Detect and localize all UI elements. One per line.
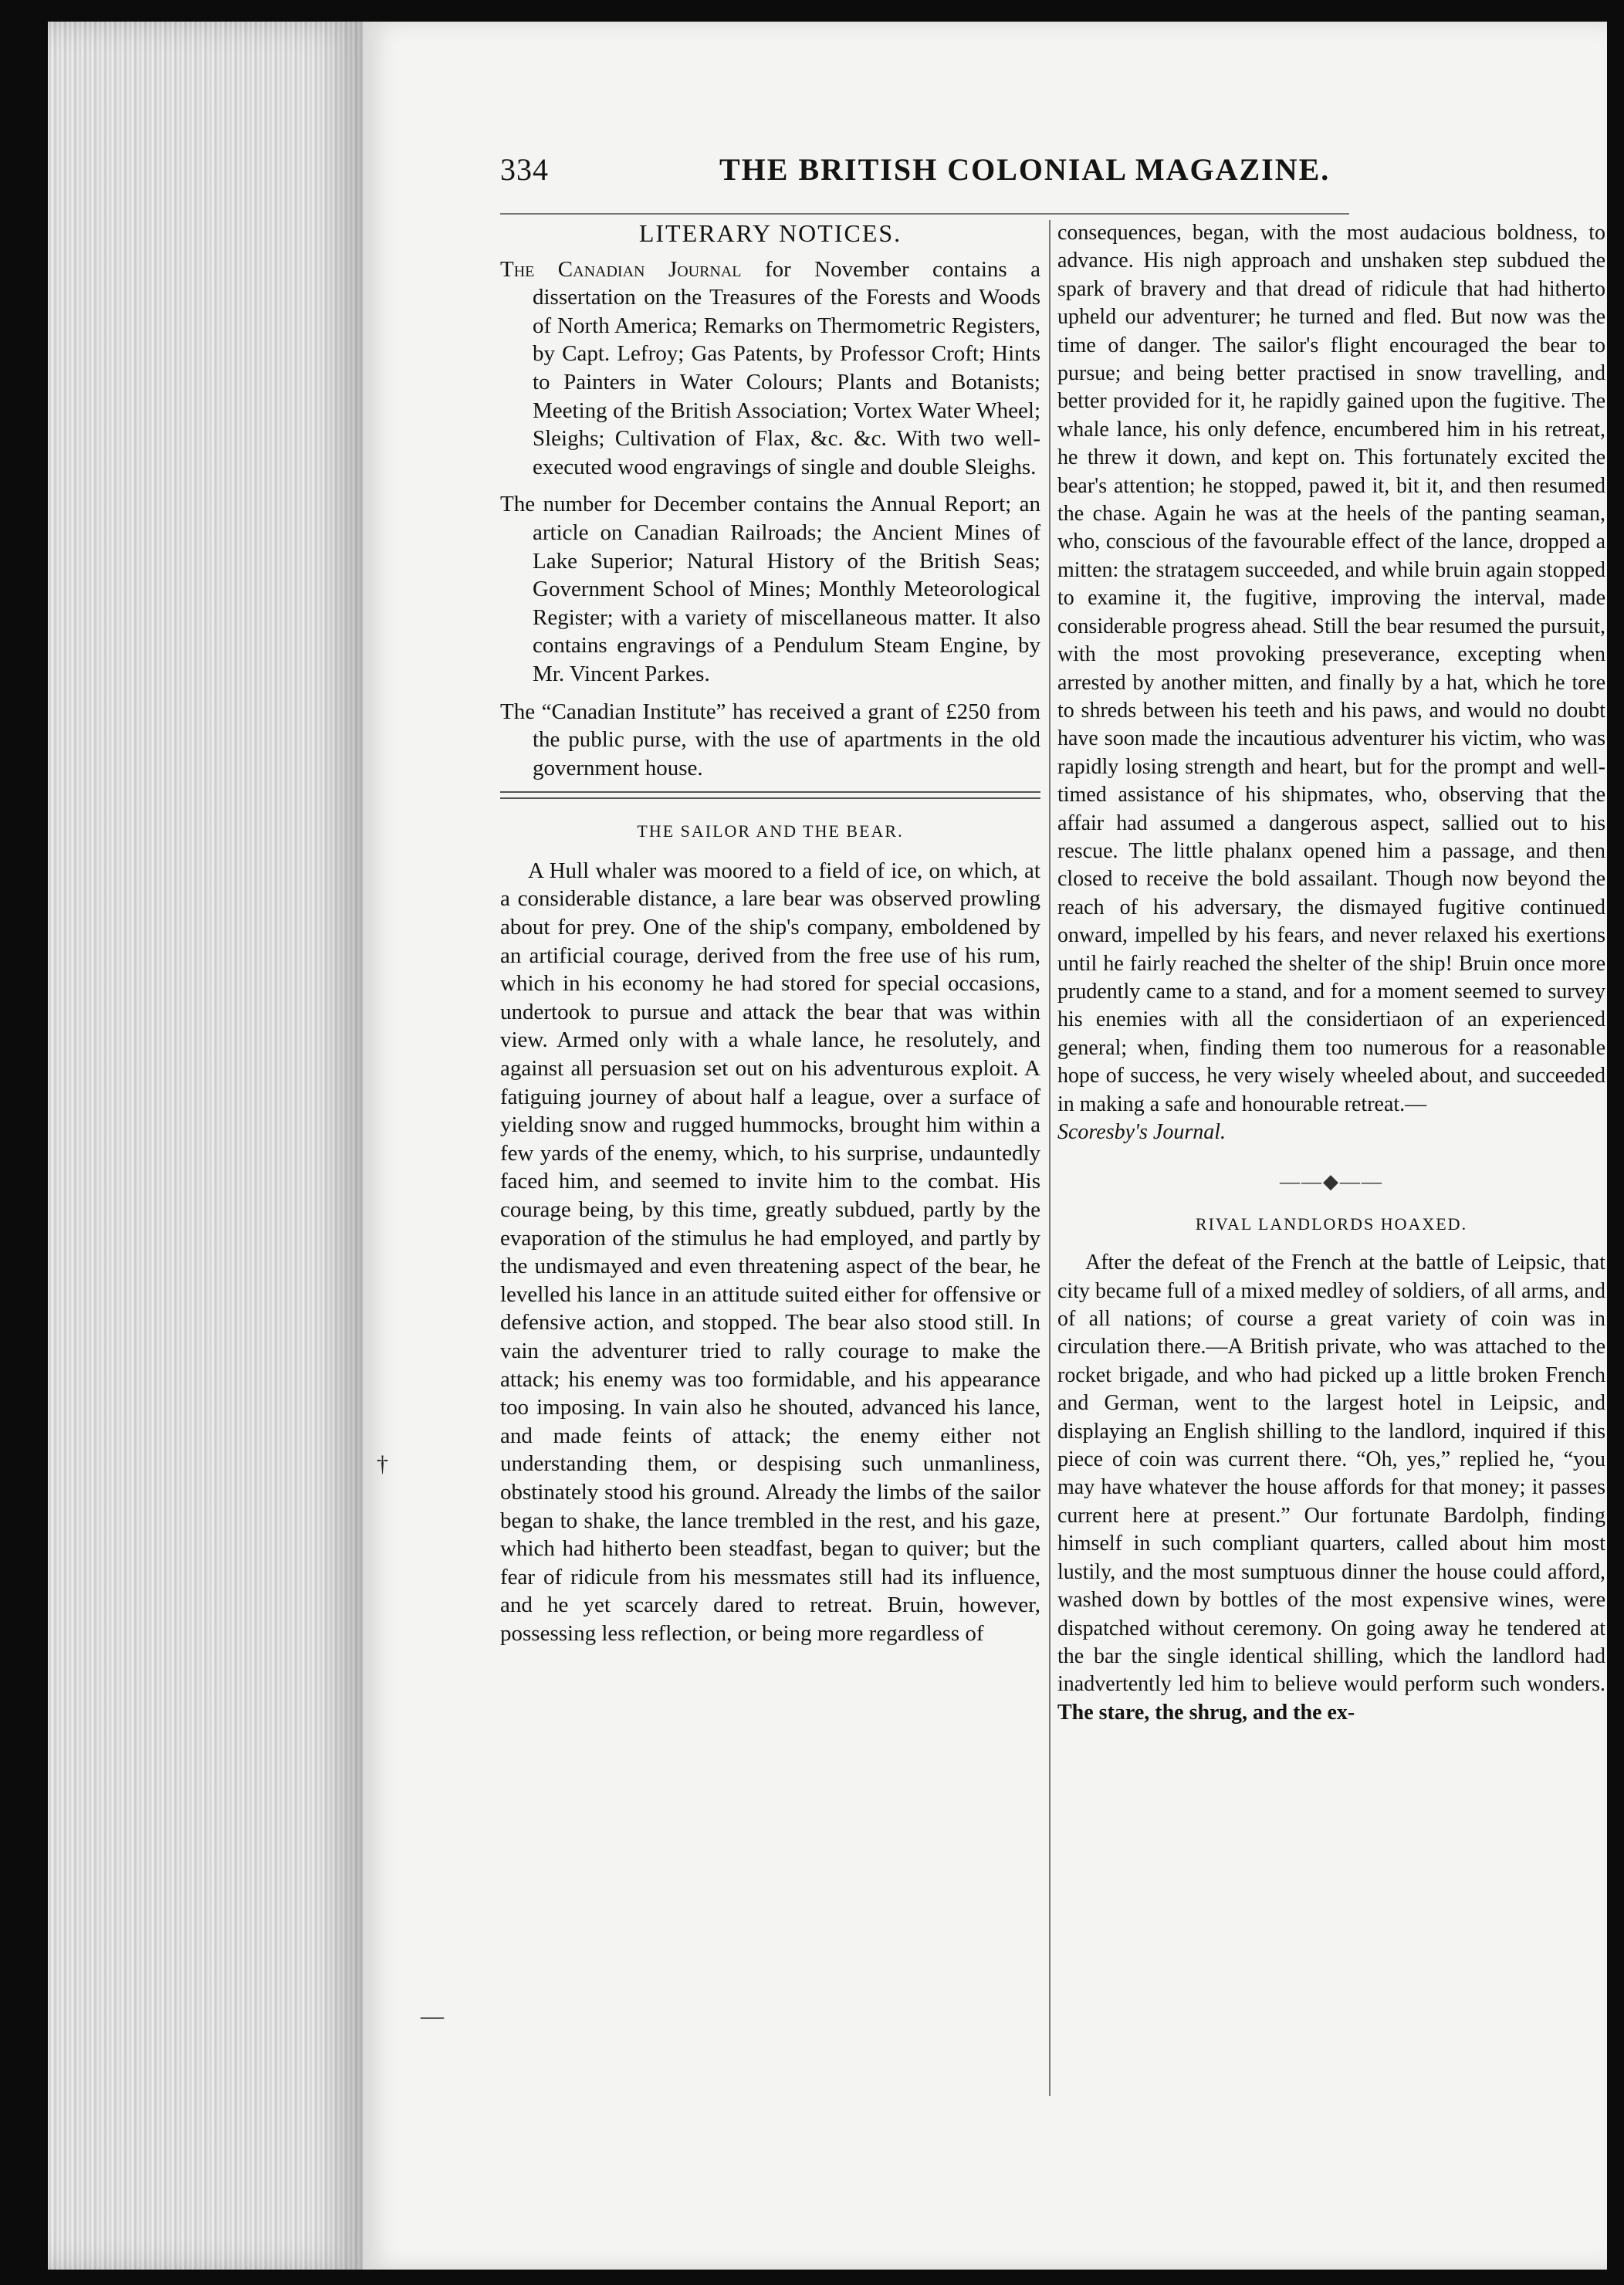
rival-landlords-title: RIVAL LANDLORDS HOAXED. (1195, 1214, 1468, 1234)
sailor-bear-title: THE SAILOR AND THE BEAR. (637, 821, 904, 841)
header-rule (500, 213, 1349, 215)
sailor-bear-continuation: consequences, began, with the most audacious boldness, to advance. His nigh approach and unshaken step subdued the spark of bravery and that dread of ridicule that had hitherto upheld our adventurer; he turned and fled. But now was the time of danger. The sailor's flight encouraged the bear to pursue; and being better practised in snow travelling, and better provided for it, he rapidly gained upon the fugitive. The whale lance, his only defence, encumbered him in his retreat, he threw it down, and kept on. This fortunately excited the bear's attention; he stopped, pawed it, bit it, and then resumed the chase. Again he was at the heels of the panting seaman, who, conscious of the favourable effect of the lance, dropped a mitten: the stratagem succeeded, and while bruin again stopped to examine it, the fugitive, improving the interval, made considerable progress ahead. Still the bear resumed the pursuit, with the most provoking preseverance, excepting when arrested by another mitten, and finally by a hat, which he tore to shreds between his teeth and his paws, and would no doubt have soon made the incautious adventurer his victim, who was rapidly losing strength and heart, but for the prompt and well-timed assistance of his shipmates, who, observing that the affair had assumed a dangerous aspect, sallied out to his rescue. The little phalanx opened him a passage, and then closed to receive the bold assailant. Though now beyond the reach of his adversary, the dismayed fugitive continued onward, impelled by his fears, and never relaxed his exertions until he fairly reached the shelter of the ship! Bruin once more prudently came to a stand, and for a moment seemed to survey his enemies with all the considertiaon of an experienced general; when, finding them too numerous for a reasonable hope of success, he very wisely wheeled about, and succeeded in making a safe and honourable retreat.— (1057, 221, 1605, 1116)
literary-notices-title: LITERARY NOTICES. (638, 219, 902, 247)
sailor-bear-text-left: A Hull whaler was moored to a field of ice, on which, at a considerable distance, a lare bear was observed prowling about for prey. One of the ship's company, emboldened by an artificial courage, derived from the free use of his rum, which in his economy he had stored for special occasions, undertook to pursue and attack the bear that was within view. Armed only with a whale lance, he resolutely, and against all persuasion set out on his adventurous exploit. A fatiguing journey of about half a league, over a surface of yielding snow and rugged hummocks, brought him within a few yards of the enemy, which, to his surprise, undauntedly faced him, and seemed to invite him to the combat. His courage being, by this time, greatly subdued, partly by the evaporation of the stimulus he had employed, and partly by the undismayed and even threatening aspect of the bear, he levelled his lance in an attitude suited either for offensive or defensive action, and stopped. The bear also stood still. In vain the adventurer tried to rally courage to make the attack; his enemy was too formidable, and his appearance too imposing. In vain also he shouted, advanced his lance, and made feints of attack; the enemy either not understanding them, or despising such unmanliness, obstinately stood his ground. Already the limbs of the sailor began to shake, the lance trembled in the rest, and his gaze, which had hitherto been steadfast, began to quiver; but the fear of ridicule from his messmates still had its influence, and he yet scarcely dared to retreat. Bruin, however, possessing less reflection, or being more regardless of (500, 858, 1040, 1646)
magazine-title: THE BRITISH COLONIAL MAGAZINE. (719, 152, 1331, 187)
rival-landlords-tail: The stare, the shrug, and the ex- (1057, 1700, 1355, 1725)
rival-landlords-text (1057, 1249, 1605, 1727)
margin-tick-mark: † (377, 1451, 388, 1477)
notice-text: The number for December contains the Annual Report; an article on Canadian Railroads; the Ancient Mines of Lake Superior; Natural History of the British Seas; Government School of Mines; Monthly Meteorological Register; with a variety of miscellaneous matter. It also contains engravings of a Pendulum Steam Engine, by Mr. Vincent Parkes. (500, 492, 1040, 686)
notice-canadian-journal (500, 256, 1040, 482)
page-number: 334 (500, 152, 549, 187)
notice-text: for November contains a dissertation on the Treasures of the Forests and Woods of North America; Remarks on Thermometric Registers, by Capt. Lefroy; Gas Patents, by Professor Croft; Hints to Painters in Water Colours; Plants and Botanists; Meeting of the British Association; Vortex Water Wheel; Sleighs; Cultivation of Flax, &c. &c. With two well-executed wood engravings of single and double Sleighs. (533, 256, 1041, 479)
book-page-edges (48, 22, 364, 2270)
section-divider (500, 791, 1040, 799)
notice-text: The “Canadian Institute” has received a grant of £250 from the public purse, with the use of apartments in the old government house. (500, 699, 1040, 780)
notice-lead: The Canadian Journal (500, 256, 742, 282)
notice-institute-grant (500, 698, 1040, 783)
sailor-bear-text-right (1057, 219, 1605, 1146)
sailor-bear-source: Scoresby's Journal. (1057, 1120, 1226, 1144)
section-ornament: ——◆—— (1280, 1170, 1383, 1193)
notice-december (500, 490, 1040, 688)
rival-landlords-body: After the defeat of the French at the battle of Leipsic, that city became full of a mixed medley of soldiers, of all arms, and of all nations; of course a great variety of coin was in circulation there.—A British private, who was attached to the rocket brigade, and who had picked up a little broken French and German, went to the largest hotel in Leipsic, and displaying an English shilling to the landlord, inquired if this piece of coin was current there. “Oh, yes,” replied he, “you may have whatever the house affords for that money; it passes current here at present.” Our fortunate Bardolph, finding himself in such compliant quarters, called about him most lustily, and the most sumptuous dinner the house could afford, washed down by bottles of the most expensive wines, were dispatched without ceremony. On going away he tendered at the bar the single identical shilling, which the landlord had inadvertently led him to believe would perform such wonders. (1057, 1251, 1605, 1697)
page-header (500, 147, 1349, 201)
left-column (500, 219, 1040, 1648)
column-divider (1049, 220, 1051, 2096)
right-column (1057, 219, 1605, 1727)
margin-tick-mark: — (421, 2003, 444, 2029)
